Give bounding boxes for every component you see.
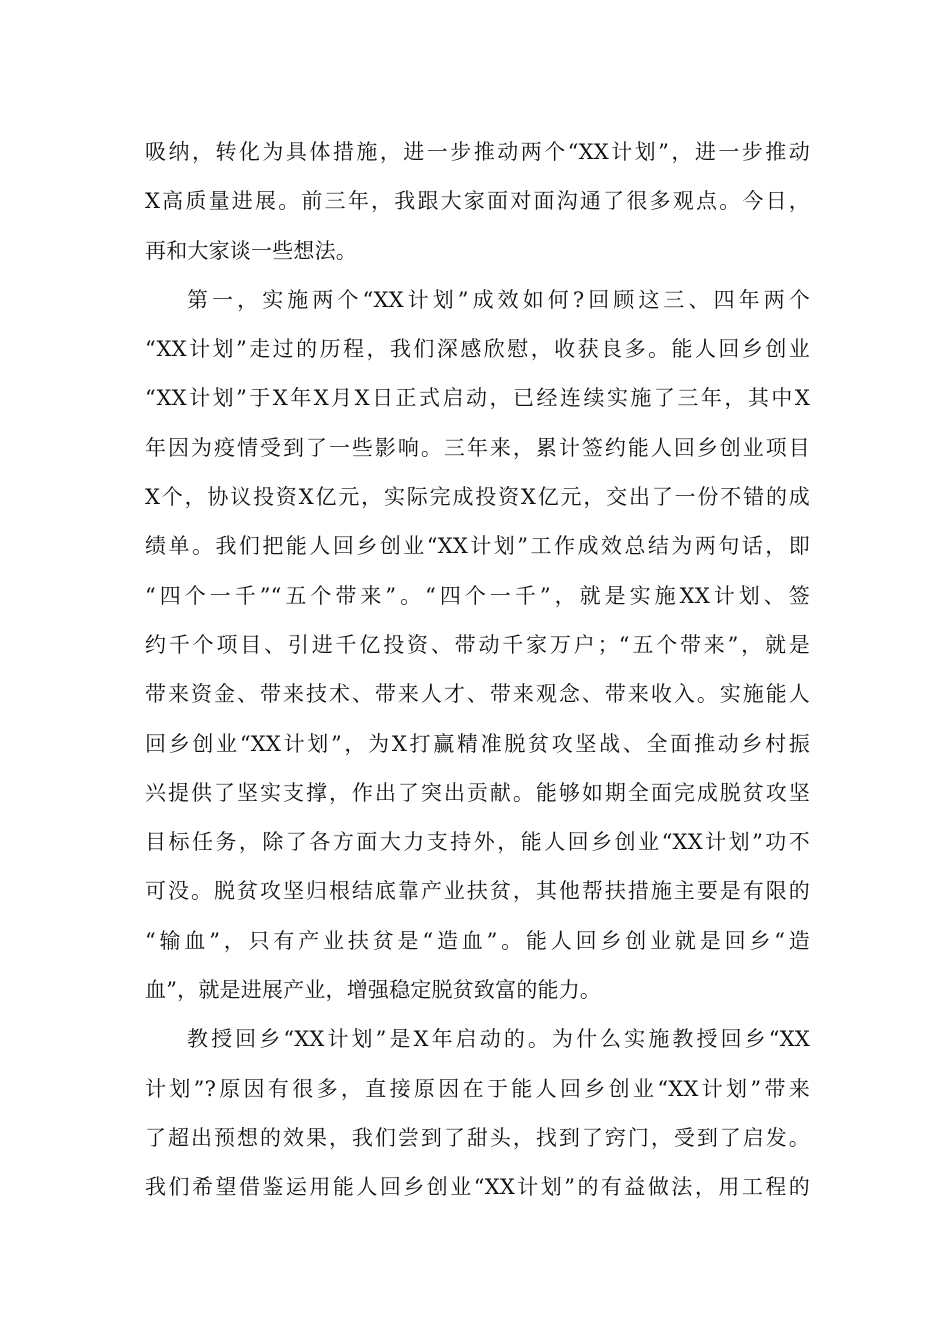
- text-line: 再和大家谈一些想法。: [145, 238, 357, 263]
- text-line: 了超出预想的效果，我们尝到了甜头，找到了窍门，受到了启发。: [145, 1125, 810, 1150]
- text-line: 可没。脱贫攻坚归根结底靠产业扶贫，其他帮扶措施主要是有限的: [145, 879, 810, 904]
- text-line: X高质量进展。前三年，我跟大家面对面沟通了很多观点。今日，: [145, 189, 810, 214]
- text-line: 兴提供了坚实支撑，作出了突出贡献。能够如期全面完成脱贫攻坚: [145, 780, 810, 805]
- text-line: 带来资金、带来技术、带来人才、带来观念、带来收入。实施能人: [145, 682, 810, 707]
- text-line: 我们希望借鉴运用能人回乡创业“XX计划”的有益做法，用工程的: [145, 1175, 810, 1200]
- body-text: [145, 128, 810, 1213]
- text-line: “XX计划”于X年X月X日正式启动，已经连续实施了三年，其中X: [145, 386, 810, 411]
- text-line: 目标任务，除了各方面大力支持外，能人回乡创业“XX计划”功不: [145, 830, 810, 855]
- text-line: “输血”，只有产业扶贫是“造血”。能人回乡创业就是回乡“造: [145, 928, 810, 953]
- paragraph-3: [145, 1015, 810, 1212]
- text-line: 血”，就是进展产业，增强稳定脱贫致富的能力。: [145, 978, 602, 1003]
- text-line: 绩单。我们把能人回乡创业“XX计划”工作成效总结为两句话，即: [145, 534, 810, 559]
- text-line: X个，协议投资X亿元，实际完成投资X亿元，交出了一份不错的成: [145, 485, 810, 510]
- text-line: 年因为疫情受到了一些影响。三年来，累计签约能人回乡创业项目: [145, 435, 810, 460]
- paragraph-1: [145, 128, 810, 276]
- paragraph-2: [145, 276, 810, 1015]
- text-line: 第一，实施两个“XX计划”成效如何?回顾这三、四年两个: [187, 287, 810, 312]
- text-line: “四个一千”“五个带来”。“四个一千”，就是实施XX计划、签: [145, 583, 810, 608]
- text-line: 吸纳，转化为具体措施，进一步推动两个“XX计划”，进一步推动: [145, 140, 810, 164]
- text-line: 回乡创业“XX计划”，为X打赢精准脱贫攻坚战、全面推动乡村振: [145, 731, 810, 756]
- text-line: 约千个项目、引进千亿投资、带动千家万户；“五个带来”，就是: [145, 632, 810, 657]
- text-line: “XX计划”走过的历程，我们深感欣慰，收获良多。能人回乡创业: [145, 337, 810, 362]
- text-line: 计划”?原因有很多，直接原因在于能人回乡创业“XX计划”带来: [145, 1076, 810, 1101]
- text-line: 教授回乡“XX计划”是X年启动的。为什么实施教授回乡“XX: [187, 1027, 810, 1052]
